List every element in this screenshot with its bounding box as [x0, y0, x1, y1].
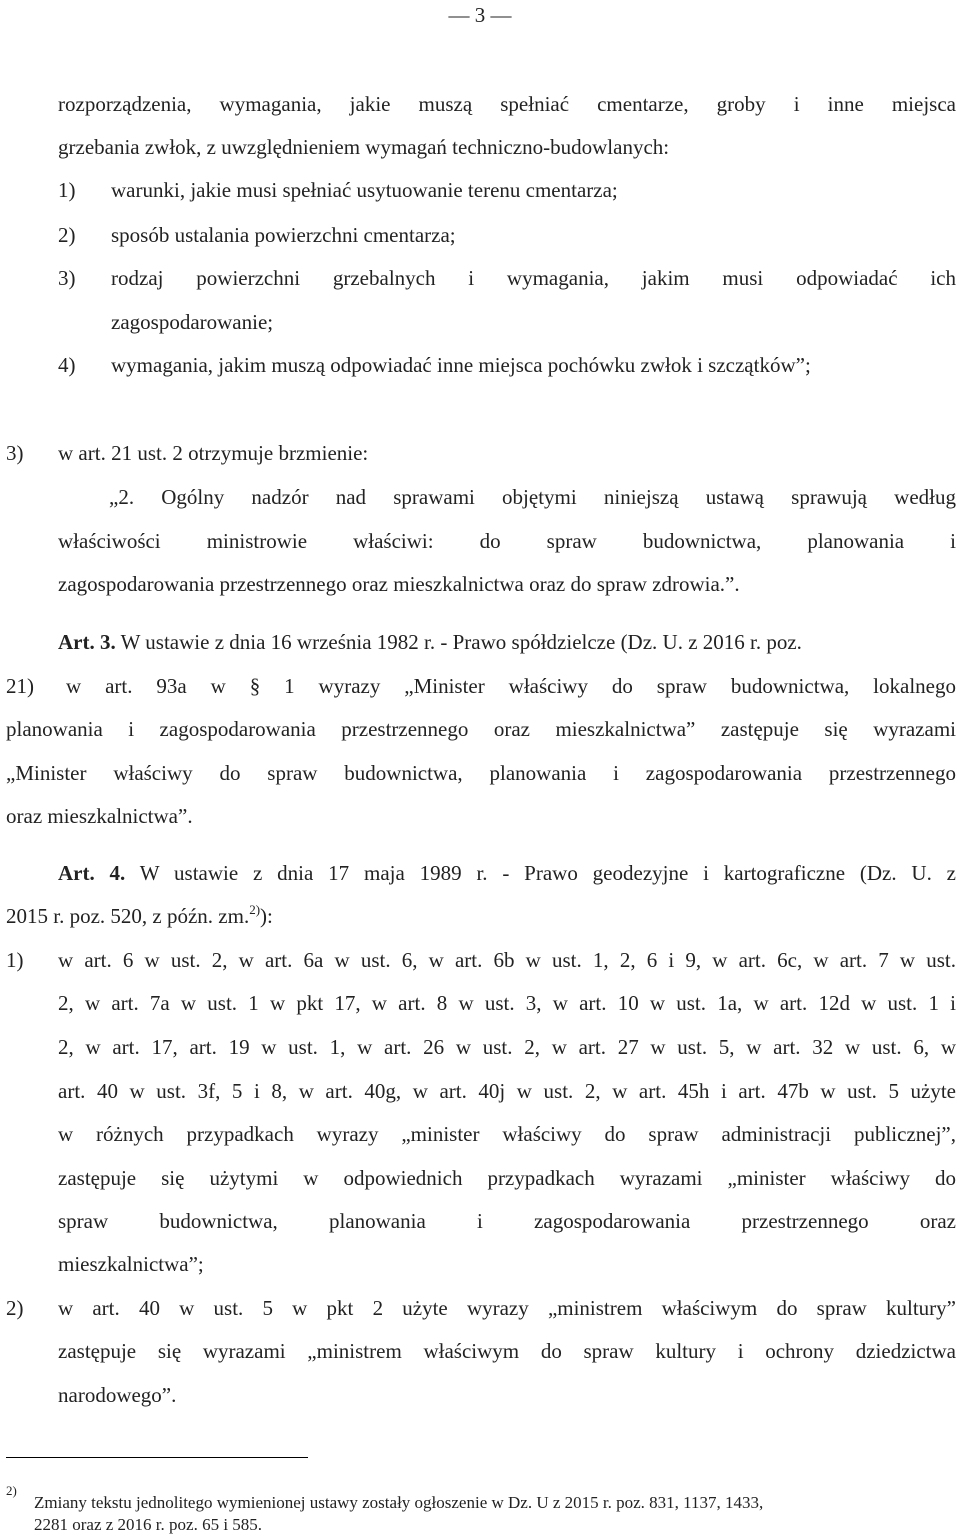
list-item-text: mieszkalnictwa”; — [58, 1252, 204, 1276]
list-number: 2) — [6, 1296, 24, 1320]
text-line: oraz mieszkalnictwa”. — [6, 804, 193, 828]
list-number: 21) — [6, 674, 34, 698]
article-label: Art. 3. — [58, 630, 116, 654]
article-text: W ustawie z dnia 16 września 1982 r. - Prawo spółdzielcze (Dz. U. z 2016 r. poz. — [115, 630, 802, 654]
list-item-text: sposób ustalania powierzchni cmentarza; — [111, 223, 456, 247]
text-line: „2. Ogólny nadzór nad sprawami objętymi niniejszą ustawą sprawują według — [109, 485, 956, 509]
list-item-text: wymagania, jakim muszą odpowiadać inne miejsca pochówku zwłok i szczątków”; — [111, 353, 811, 377]
text-line: zagospodarowania przestrzennego oraz mieszkalnictwa oraz do spraw zdrowia.”. — [58, 572, 740, 596]
list-number: 2) — [58, 223, 76, 247]
list-item-text: w art. 40 w ust. 5 w pkt 2 użyte wyrazy „ministrem właściwym do spraw kultury” — [58, 1296, 956, 1320]
list-item-text: narodowego”. — [58, 1383, 177, 1407]
text-segment: 2015 r. poz. 520, z późn. zm. — [6, 904, 250, 928]
footnote-reference: 2) — [249, 902, 261, 917]
footnote-text: Zmiany tekstu jednolitego wymienionej ustawy zostały ogłoszenie w Dz. U z 2015 r. poz. 831, 1137, 1433, — [34, 1493, 764, 1512]
list-item-text: warunki, jakie musi spełniać usytuowanie terenu cmentarza; — [111, 178, 618, 202]
list-item-text: 2, w art. 17, art. 19 w ust. 1, w art. 26 w ust. 2, w art. 27 w ust. 5, w art. 32 w ust. 6, w — [58, 1035, 956, 1059]
page-number: — 3 — — [448, 3, 512, 27]
footnote-marker: 2) — [6, 1483, 17, 1498]
text-segment: ): — [260, 904, 273, 928]
footnote-text: 2281 oraz z 2016 r. poz. 65 i 585. — [34, 1515, 263, 1534]
article-heading — [58, 629, 802, 655]
list-item-text: w art. 6 w ust. 2, w art. 6a w ust. 6, w art. 6b w ust. 1, 2, 6 i 9, w art. 6c, w art. 7 w ust. — [58, 948, 956, 972]
text-line: grzebania zwłok, z uwzględnieniem wymagań techniczno-budowlanych: — [58, 135, 670, 159]
list-number: 4) — [58, 353, 76, 377]
article-text: W ustawie z dnia 17 maja 1989 r. - Prawo geodezyjne i kartograficzne (Dz. U. z — [125, 861, 956, 885]
text-line — [6, 903, 273, 929]
article-heading — [58, 860, 956, 886]
list-item-text: 2, w art. 7a w ust. 1 w pkt 17, w art. 8 w ust. 3, w art. 10 w ust. 1a, w art. 12d w ust. 1 i — [58, 991, 956, 1015]
text-line: rozporządzenia, wymagania, jakie muszą spełniać cmentarze, groby i inne miejsca — [58, 92, 956, 116]
list-item-text: zagospodarowanie; — [111, 310, 274, 334]
list-item-text: spraw budownictwa, planowania i zagospodarowania przestrzennego oraz — [58, 1209, 956, 1233]
text-line: właściwości ministrowie właściwi: do spraw budownictwa, planowania i — [58, 529, 956, 553]
list-number: 1) — [58, 178, 76, 202]
list-item-text: rodzaj powierzchni grzebalnych i wymagania, jakim musi odpowiadać ich — [111, 266, 956, 290]
footnote-separator — [6, 1457, 308, 1458]
list-item-text: zastępuje się wyrazami „ministrem właściwym do spraw kultury i ochrony dziedzictwa — [58, 1339, 956, 1363]
list-item-text: w art. 93a w § 1 wyrazy „Minister właściwy do spraw budownictwa, lokalnego — [66, 674, 956, 698]
list-item-text: art. 40 w ust. 3f, 5 i 8, w art. 40g, w art. 40j w ust. 2, w art. 45h i art. 47b w ust. 5 użyte — [58, 1079, 956, 1103]
list-item-text: w różnych przypadkach wyrazy „minister właściwy do spraw administracji publicznej”, — [58, 1122, 956, 1146]
list-number: 1) — [6, 948, 24, 972]
text-line: planowania i zagospodarowania przestrzennego oraz mieszkalnictwa” zastępuje się wyrazami — [6, 717, 956, 741]
list-number: 3) — [6, 441, 24, 465]
list-item-text: w art. 21 ust. 2 otrzymuje brzmienie: — [58, 441, 369, 465]
list-item-text: zastępuje się użytymi w odpowiednich przypadkach wyrazami „minister właściwy do — [58, 1166, 956, 1190]
text-line: „Minister właściwy do spraw budownictwa, planowania i zagospodarowania przestrzennego — [6, 761, 956, 785]
article-label: Art. 4. — [58, 861, 126, 885]
list-number: 3) — [58, 266, 76, 290]
